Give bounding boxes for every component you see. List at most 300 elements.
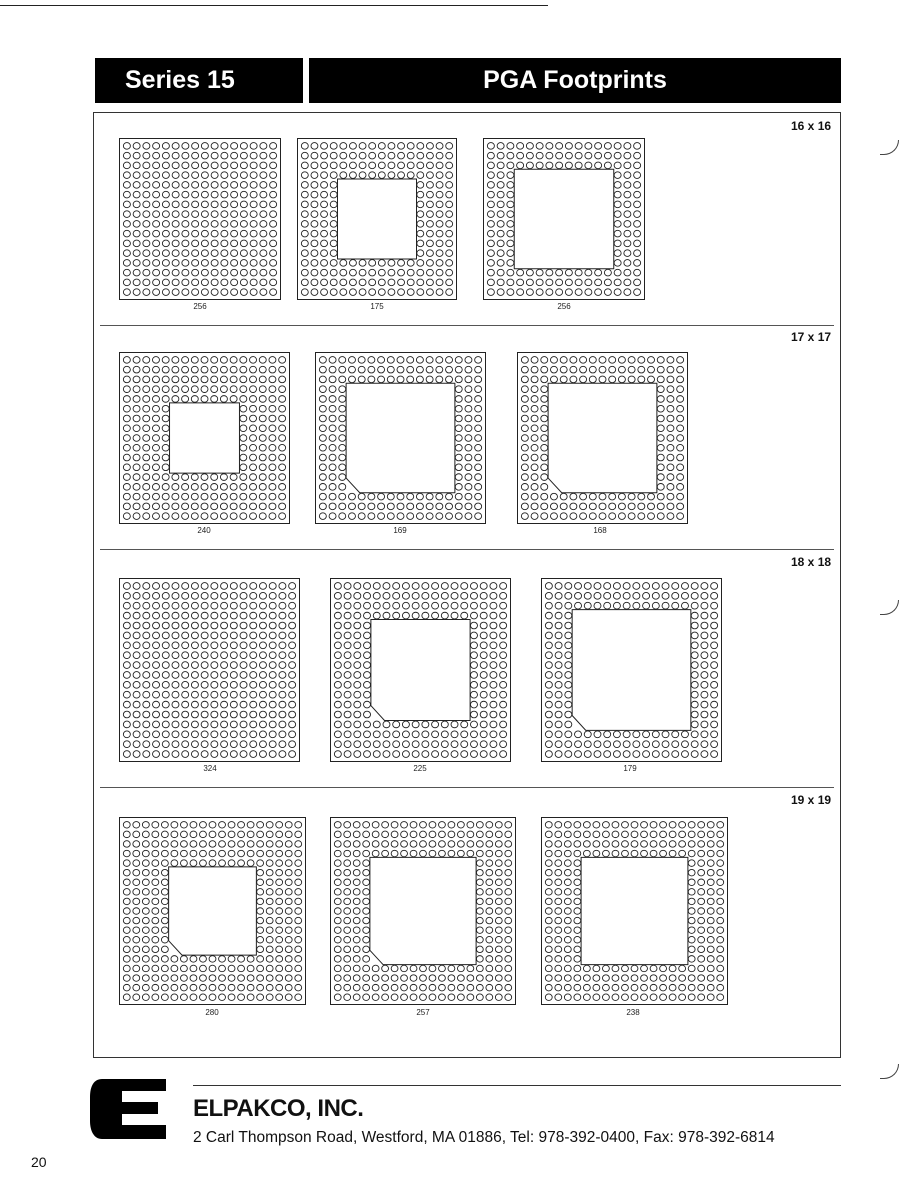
pin (545, 889, 552, 896)
pin (191, 612, 198, 619)
pin (260, 250, 267, 257)
pin (505, 917, 512, 924)
pin (681, 602, 688, 609)
pin (364, 632, 371, 639)
pin (691, 662, 698, 669)
pin (711, 662, 718, 669)
pin (487, 211, 494, 218)
pin (295, 841, 302, 848)
pin (422, 592, 429, 599)
top-rule (0, 5, 548, 6)
pin (354, 583, 361, 590)
pin (321, 269, 328, 276)
pin (545, 701, 552, 708)
pin (480, 662, 487, 669)
pin (211, 172, 218, 179)
pin (545, 869, 552, 876)
pin (201, 642, 208, 649)
pin (555, 691, 562, 698)
pin (698, 956, 705, 963)
pin (247, 984, 254, 991)
pin (133, 201, 140, 208)
pin (475, 464, 482, 471)
pin (628, 493, 635, 500)
pin (221, 289, 228, 296)
pin (230, 493, 237, 500)
pin (334, 681, 341, 688)
pin (486, 956, 493, 963)
pin (247, 841, 254, 848)
pin (555, 956, 562, 963)
pin (624, 143, 631, 150)
pin (339, 493, 346, 500)
pin (574, 841, 581, 848)
pin (231, 201, 238, 208)
pin (182, 211, 189, 218)
pin (162, 464, 169, 471)
pin (486, 965, 493, 972)
pin (614, 182, 621, 189)
pin (344, 642, 351, 649)
pin (369, 143, 376, 150)
pin (476, 946, 483, 953)
pin (717, 927, 724, 934)
pin (555, 612, 562, 619)
pin (470, 652, 477, 659)
pin (211, 691, 218, 698)
pin (285, 850, 292, 857)
pin (344, 975, 351, 982)
pin (388, 269, 395, 276)
pin (143, 279, 150, 286)
pin (436, 250, 443, 257)
pin (650, 975, 657, 982)
pin (505, 946, 512, 953)
pin (657, 425, 664, 432)
pin (417, 279, 424, 286)
pin (599, 513, 606, 520)
pin (152, 956, 159, 963)
pin (191, 632, 198, 639)
pin (289, 701, 296, 708)
pin (564, 889, 571, 896)
pin (623, 592, 630, 599)
pin (123, 484, 130, 491)
pin (220, 484, 227, 491)
pin (475, 444, 482, 451)
pin (574, 908, 581, 915)
pin (133, 965, 140, 972)
cavity-outline (169, 867, 257, 955)
pin (612, 822, 619, 829)
pin (432, 592, 439, 599)
pin (250, 622, 257, 629)
pin (364, 701, 371, 708)
pin (354, 751, 361, 758)
pin (505, 936, 512, 943)
pin (270, 182, 277, 189)
pin (172, 583, 179, 590)
pin (182, 652, 189, 659)
pin (285, 975, 292, 982)
pin (507, 191, 514, 198)
pin (354, 672, 361, 679)
pin (470, 642, 477, 649)
pin (270, 269, 277, 276)
pin (133, 975, 140, 982)
pin (541, 396, 548, 403)
pin (153, 279, 160, 286)
pin (363, 860, 370, 867)
pin (372, 994, 379, 1001)
pin (448, 822, 455, 829)
pin (363, 869, 370, 876)
pin (123, 841, 130, 848)
pin (397, 493, 404, 500)
pin (495, 965, 502, 972)
pin (711, 652, 718, 659)
pin (461, 751, 468, 758)
pin (461, 592, 468, 599)
pin (531, 464, 538, 471)
pin (517, 152, 524, 159)
pin (691, 592, 698, 599)
pin (500, 681, 507, 688)
pin (436, 221, 443, 228)
pin (574, 879, 581, 886)
pin (545, 975, 552, 982)
pin (153, 681, 160, 688)
pin (191, 681, 198, 688)
pin (633, 592, 640, 599)
pin (363, 879, 370, 886)
pin (401, 965, 408, 972)
pin (451, 731, 458, 738)
pin (497, 152, 504, 159)
pin (162, 642, 169, 649)
pin (688, 975, 695, 982)
pin (618, 503, 625, 510)
pin (259, 396, 266, 403)
pin (382, 984, 389, 991)
pin (240, 751, 247, 758)
pin (211, 182, 218, 189)
pin (476, 860, 483, 867)
pin (133, 592, 140, 599)
pin (707, 850, 714, 857)
pin (465, 444, 472, 451)
pin (123, 984, 130, 991)
pin (353, 965, 360, 972)
pin (383, 612, 390, 619)
pin (192, 182, 199, 189)
pin (250, 464, 257, 471)
pin (517, 289, 524, 296)
pin (329, 425, 336, 432)
pin (349, 172, 356, 179)
pin (201, 681, 208, 688)
pin (593, 994, 600, 1001)
pin (426, 172, 433, 179)
pin (446, 182, 453, 189)
pin (276, 927, 283, 934)
pin (641, 841, 648, 848)
pin (162, 583, 169, 590)
pin (650, 984, 657, 991)
pin (595, 289, 602, 296)
pin (123, 454, 130, 461)
pin (285, 869, 292, 876)
pin (142, 975, 149, 982)
pin (123, 211, 130, 218)
pin (475, 376, 482, 383)
pin (624, 230, 631, 237)
pin (143, 396, 150, 403)
pin (574, 965, 581, 972)
pin (276, 841, 283, 848)
pin (623, 602, 630, 609)
pin (614, 250, 621, 257)
pin (161, 869, 168, 876)
pin (426, 143, 433, 150)
pin (545, 946, 552, 953)
pin (401, 994, 408, 1001)
pin (240, 642, 247, 649)
pin (436, 366, 443, 373)
pin (490, 662, 497, 669)
pin (698, 965, 705, 972)
pin (555, 642, 562, 649)
pin (420, 994, 427, 1001)
pin (475, 425, 482, 432)
pin (679, 831, 686, 838)
pin (344, 927, 351, 934)
pin (348, 503, 355, 510)
pin (172, 366, 179, 373)
pin (162, 269, 169, 276)
pin (279, 592, 286, 599)
pin (259, 583, 266, 590)
pin (652, 592, 659, 599)
pin (564, 936, 571, 943)
pin (417, 230, 424, 237)
pin (250, 751, 257, 758)
pin (133, 841, 140, 848)
pin (133, 889, 140, 896)
pin (660, 984, 667, 991)
pin (372, 975, 379, 982)
pin (688, 908, 695, 915)
pin (201, 366, 208, 373)
pin (688, 984, 695, 991)
pin (201, 513, 208, 520)
pin (490, 691, 497, 698)
pin (541, 425, 548, 432)
pin (634, 250, 641, 257)
pin (230, 396, 237, 403)
pin (446, 162, 453, 169)
pin (717, 984, 724, 991)
pin (211, 662, 218, 669)
pin (133, 994, 140, 1001)
pin (638, 366, 645, 373)
pin (602, 994, 609, 1001)
pin (353, 889, 360, 896)
pin (200, 860, 207, 867)
pin (634, 191, 641, 198)
pin (416, 357, 423, 364)
pin (545, 662, 552, 669)
pin (230, 632, 237, 639)
pin (402, 721, 409, 728)
pin (461, 721, 468, 728)
pin (555, 751, 562, 758)
pin (657, 464, 664, 471)
pin (717, 841, 724, 848)
pin (426, 493, 433, 500)
pin (555, 583, 562, 590)
pin (455, 474, 462, 481)
pin (465, 503, 472, 510)
pin (570, 503, 577, 510)
pin (259, 632, 266, 639)
pin (319, 396, 326, 403)
pin (133, 602, 140, 609)
pin (279, 672, 286, 679)
pin (211, 681, 218, 688)
pin (500, 602, 507, 609)
pin (295, 917, 302, 924)
pin (211, 376, 218, 383)
pin (279, 396, 286, 403)
pin (259, 376, 266, 383)
pin (344, 850, 351, 857)
pin (487, 201, 494, 208)
pin (378, 152, 385, 159)
pin (564, 965, 571, 972)
pin (564, 841, 571, 848)
pin (260, 279, 267, 286)
pin (698, 946, 705, 953)
footprint-diagram (483, 138, 645, 300)
pin (698, 822, 705, 829)
pin (426, 152, 433, 159)
pin (221, 240, 228, 247)
pin (368, 357, 375, 364)
pin (432, 731, 439, 738)
pin (556, 279, 563, 286)
pin (495, 936, 502, 943)
pin (142, 917, 149, 924)
pin (521, 405, 528, 412)
pin (383, 741, 390, 748)
pin (416, 366, 423, 373)
pin (465, 376, 472, 383)
pin (172, 201, 179, 208)
pin (182, 230, 189, 237)
pin (321, 279, 328, 286)
pin (470, 622, 477, 629)
pin (613, 583, 620, 590)
pin (401, 831, 408, 838)
pin (446, 143, 453, 150)
pin (182, 731, 189, 738)
pin (250, 612, 257, 619)
pin (171, 850, 178, 857)
pin (250, 701, 257, 708)
pin (123, 162, 130, 169)
pin (260, 182, 267, 189)
pin (417, 221, 424, 228)
pin (580, 493, 587, 500)
pin (295, 860, 302, 867)
pin (279, 662, 286, 669)
pin (152, 975, 159, 982)
pin (575, 152, 582, 159)
pin (301, 240, 308, 247)
pin (476, 936, 483, 943)
pin (570, 366, 577, 373)
pin (614, 211, 621, 218)
pin (231, 172, 238, 179)
pin (660, 975, 667, 982)
pin (650, 965, 657, 972)
pin (230, 741, 237, 748)
pin (570, 357, 577, 364)
pin (364, 612, 371, 619)
pin (201, 152, 208, 159)
pin (369, 162, 376, 169)
pin (662, 602, 669, 609)
pin (231, 240, 238, 247)
pin (321, 191, 328, 198)
pin (221, 691, 228, 698)
pin (191, 592, 198, 599)
pin (416, 493, 423, 500)
pin (143, 435, 150, 442)
pin (688, 994, 695, 1001)
pin (446, 503, 453, 510)
pin (470, 701, 477, 708)
pin (677, 513, 684, 520)
pin (152, 415, 159, 422)
pin (133, 366, 140, 373)
pin (143, 250, 150, 257)
pin (698, 850, 705, 857)
pin (133, 513, 140, 520)
pin (269, 751, 276, 758)
pin (507, 289, 514, 296)
pin (285, 822, 292, 829)
pin (372, 822, 379, 829)
pin (123, 503, 130, 510)
pin (631, 822, 638, 829)
pin (209, 822, 216, 829)
pin (487, 162, 494, 169)
pin (339, 474, 346, 481)
pin (230, 701, 237, 708)
pin (643, 583, 650, 590)
pin (480, 701, 487, 708)
pin (231, 250, 238, 257)
pin (531, 366, 538, 373)
pin (123, 260, 130, 267)
pin (545, 879, 552, 886)
pin (269, 632, 276, 639)
pin (545, 965, 552, 972)
pin (190, 831, 197, 838)
pin (521, 396, 528, 403)
